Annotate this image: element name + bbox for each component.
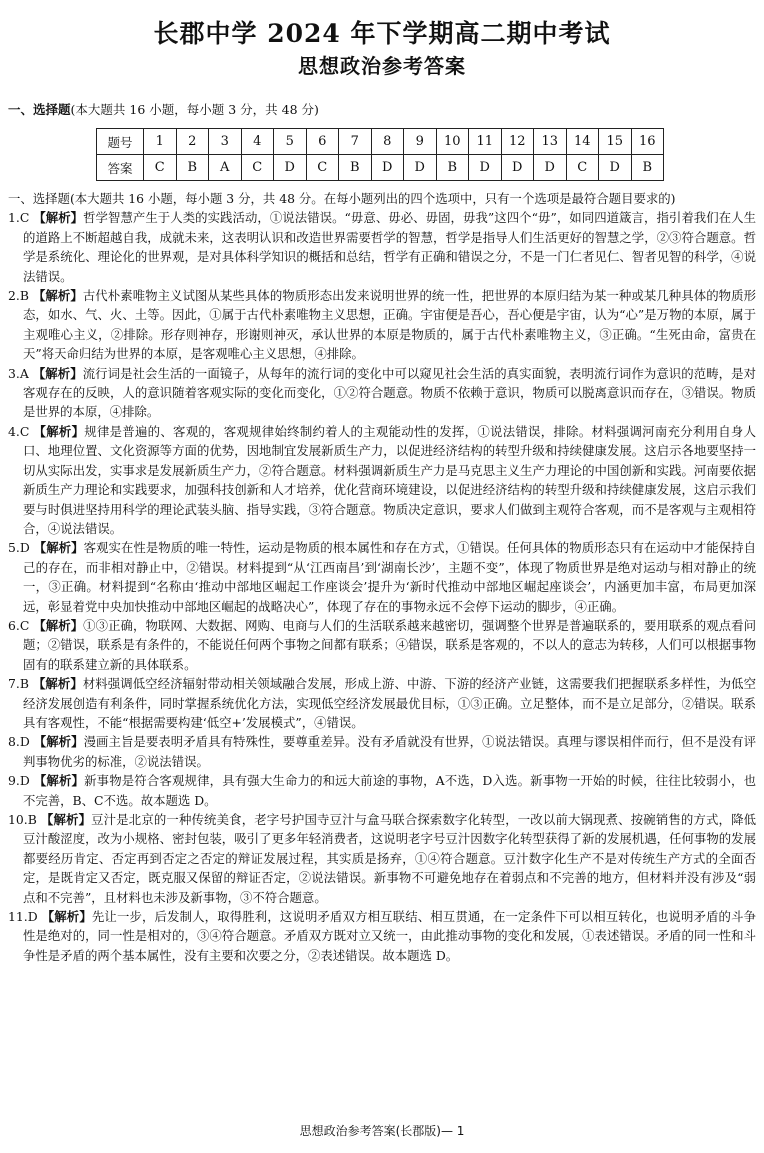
analysis-tag: 【解析】: [32, 676, 83, 692]
section-heading: [8, 101, 756, 119]
section-heading-note: (本大题共 16 小题，每小题 3 分，共 48 分): [70, 102, 319, 117]
analysis-tag: 【解析】: [33, 773, 85, 789]
answer-header: 答案: [97, 155, 144, 181]
answer-cell: D: [274, 155, 307, 181]
item-text: 豆汁是北京的一种传统美食，老字号护国寺豆汁与盒马联合探索数字化转型，一改以前大锅现煮、按碗销售的方式，降低豆汁酸涩度，改为小规格、密封包装，吸引了更多年轻消费者，这说明老字号豆汁因数字化转型获得了新的发展机遇，任何事物的发展都要经历肯定、否定再到否定之否定的辩证发展过程，其实质是扬弃，①④符合题意。豆汁数字化生产不是对传统生产方式的全面否定，是既肯定又否定，既克服又保留的辩证否定，②说法错误。新事物不可避免地存在着弱点和不完善的地方，但材料并没有涉及“弱点和不完善”，且材料也未涉及新事物，③不符合题意。: [23, 812, 757, 905]
analysis-tag: 【解析】: [33, 210, 84, 226]
explanation-item: [8, 810, 756, 907]
analysis-tag: 【解析】: [32, 288, 83, 304]
item-text: 材料强调低空经济辐射带动相关领域融合发展，形成上游、中游、下游的经济产业链，这需要我们把握联系多样性，为低空经济发展创造有利条件，同时掌握系统优化方法，实现低空经济发展最优目标，①③正确。立足整体，而不是立足部分，②错误。联系具有客观性，不能“根据需要构建‘低空+’发展模式”，④错误。: [23, 676, 756, 730]
explanation-item: [8, 538, 756, 616]
question-number-cell: 15: [599, 129, 632, 155]
answer-cell: D: [404, 155, 437, 181]
analysis-tag: 【解析】: [32, 365, 83, 381]
question-number-cell: 10: [436, 129, 469, 155]
section-heading-label: 一、选择题: [8, 102, 71, 117]
analysis-tag: 【解析】: [33, 540, 84, 556]
page-subtitle: 思想政治参考答案: [298, 54, 466, 78]
answer-cell: B: [436, 155, 469, 181]
item-number: 8.D: [8, 734, 30, 750]
question-number-header: 题号: [97, 129, 144, 155]
item-number: 5.D: [8, 540, 30, 556]
question-number-cell: 9: [404, 129, 437, 155]
question-number-cell: 11: [469, 129, 502, 155]
explanations: [8, 189, 756, 965]
answer-cell: C: [306, 155, 339, 181]
answer-cell: B: [631, 155, 664, 181]
explanation-item: [8, 286, 756, 364]
explanation-item: [8, 771, 756, 810]
explanation-item: [8, 616, 756, 674]
question-number-row: [97, 129, 664, 155]
answer-cell: D: [469, 155, 502, 181]
answer-cell: C: [566, 155, 599, 181]
question-number-cell: 2: [176, 129, 209, 155]
item-number: 11.D: [8, 909, 38, 925]
item-number: 2.B: [8, 288, 29, 304]
item-number: 3.A: [8, 365, 29, 381]
item-number: 7.B: [8, 676, 29, 692]
section-intro: 一、选择题(本大题共 16 小题，每小题 3 分，共 48 分。在每小题列出的四个选项中，只有一个选项是最符合题目要求的): [8, 191, 676, 206]
question-number-cell: 5: [274, 129, 307, 155]
question-number-cell: 13: [534, 129, 567, 155]
question-number-cell: 4: [241, 129, 274, 155]
question-number-cell: 7: [339, 129, 372, 155]
analysis-tag: 【解析】: [41, 909, 92, 925]
answer-row: [97, 155, 664, 181]
item-text: 哲学智慧产生于人类的实践活动，①说法错误。“毋意、毋必、毋固，毋我”这四个“毋”，如同四道箴言，指引着我们在人生的道路上不断超越自我，成就未来，这表明认识和改造世界需要哲学的智慧，哲学是指导人们生活更好的智慧之学，②③符合题意。哲学是系统化、理论化的世界观，是对具体科学知识的概括和总结，哲学有正确和错误之分，不是一门仁者见仁、智者见智的科学，④说法错误。: [23, 210, 756, 284]
answer-cell: D: [371, 155, 404, 181]
question-number-cell: 16: [631, 129, 664, 155]
item-number: 1.C: [8, 210, 30, 226]
item-text: 流行词是社会生活的一面镜子，从每年的流行词的变化中可以窥见社会生活的真实面貌，表明流行词作为意识的范畴，是对客观存在的反映，人的意识随着客观实际的变化而变化，①②符合题意。物质不依赖于意识，物质可以脱离意识而存在，③错误。物质是世界的本原，④排除。: [23, 365, 757, 420]
item-text: 规律是普遍的、客观的，客观规律始终制约着人的主观能动性的发挥，①说法错误，排除。材料强调河南充分利用自身人口、地理位置、文化资源等方面的优势，因地制宜发展新质生产力，以促进经济结构的转型升级和持续健康发展。这启示各地要坚持一切从实际出发，实事求是发展新质生产力，②符合题意。材料强调新质生产力是马克思主义生产力理论的中国创新和实践。河南要依据新质生产力理论和实践要求，加强科技创新和人才培养，优化营商环境建设，以促进经济结构的转型升级和持续健康发展，这启示我们要与时俱进坚持用科学的理论武装头脑、指导实践，③符合题意。物质决定意识，要求人们做到主观符合客观，而不是客观与主观相符合，④说法错误。: [23, 423, 756, 536]
explanation-item: [8, 364, 756, 422]
item-number: 6.C: [8, 617, 30, 633]
question-number-cell: 6: [306, 129, 339, 155]
question-number-cell: 1: [144, 129, 177, 155]
explanation-item: [8, 208, 756, 286]
answer-cell: D: [599, 155, 632, 181]
page-footer: 思想政治参考答案(长郡版)— 1: [299, 1124, 465, 1138]
item-text: 古代朴素唯物主义试图从某些具体的物质形态出发来说明世界的统一性，把世界的本原归结为某一种或某几种具体的物质形态，如水、气、火、土等。因此，①属于古代朴素唯物主义思想，正确。宇宙便是吾心，吾心便是宇宙，认为“心”是万物的本原，属于主观唯心主义，②排除。形存则神存，形谢则神灭，承认世界的本原是物质的，属于古代朴素唯物主义，③正确。“生死由命，富贵在天”将天命归结为世界的本原，是客观唯心主义思想，④排除。: [23, 288, 756, 362]
explanation-list: [8, 208, 756, 965]
answer-cell: D: [501, 155, 534, 181]
item-text: 先让一步，后发制人，取得胜利，这说明矛盾双方相互联结、相互贯通，在一定条件下可以相互转化，也说明矛盾的斗争性是绝对的，同一性是相对的，③④符合题意。矛盾双方既对立又统一，由此推动事物的变化和发展，①表述错误。矛盾的同一性和斗争性是矛盾的两个基本属性，没有主要和次要之分，②表述错误。故本题选 D。: [23, 909, 757, 963]
analysis-tag: 【解析】: [33, 734, 84, 750]
answer-cell: B: [339, 155, 372, 181]
analysis-tag: 【解析】: [33, 423, 85, 439]
explanation-item: [8, 732, 756, 771]
explanation-item: [8, 422, 756, 538]
question-number-cell: 8: [371, 129, 404, 155]
analysis-tag: 【解析】: [33, 617, 84, 633]
page-title: 长郡中学 2024 年下学期高二期中考试: [153, 19, 611, 48]
answer-table: [96, 128, 664, 181]
item-number: 10.B: [8, 812, 37, 827]
answer-cell: C: [241, 155, 274, 181]
answer-cell: A: [209, 155, 242, 181]
item-text: ①③正确，物联网、大数据、网购、电商与人们的生活联系越来越密切，强调整个世界是普遍联系的，要用联系的观点看问题；②错误，联系是有条件的，不能说任何两个事物之间都有联系；④错误，联系是客观的，不以人的意志为转移，人们可以根据事物固有的联系建立新的具体联系。: [23, 617, 756, 672]
explanation-item: [8, 674, 756, 732]
explanation-item: [8, 907, 756, 965]
answer-cell: B: [176, 155, 209, 181]
analysis-tag: 【解析】: [40, 812, 92, 827]
question-number-cell: 14: [566, 129, 599, 155]
item-text: 新事物是符合客观规律，具有强大生命力的和远大前途的事物，A不选，D入选。新事物一开始的时候，往往比较弱小，也不完善，B、C不选。故本题选 D。: [23, 773, 756, 808]
question-number-cell: 12: [501, 129, 534, 155]
question-number-cell: 3: [209, 129, 242, 155]
item-text: 漫画主旨是要表明矛盾具有特殊性，要尊重差异。没有矛盾就没有世界，①说法错误。真理与谬误相伴而行，但不是没有评判事物优劣的标准，②说法错误。: [23, 734, 756, 769]
item-text: 客观实在性是物质的唯一特性，运动是物质的根本属性和存在方式，①错误。任何具体的物质形态只有在运动中才能保持自己的存在，而非相对静止中，②错误。材料提到“从‘江西南昌’到‘湖南长沙’，主题不变”，体现了物质世界是绝对运动与相对静止的统一，③正确。材料提到“名称由‘推动中部地区崛起工作座谈会’提升为‘新时代推动中部地区崛起座谈会’，内涵更加丰富，布局更加深远，彰显着党中央加快推动中部地区崛起的战略决心”，体现了存在的事物永远不会停下运动的脚步，④正确。: [23, 540, 756, 614]
answer-cell: D: [534, 155, 567, 181]
item-number: 9.D: [8, 773, 30, 789]
item-number: 4.C: [8, 423, 30, 439]
answer-cell: C: [144, 155, 177, 181]
